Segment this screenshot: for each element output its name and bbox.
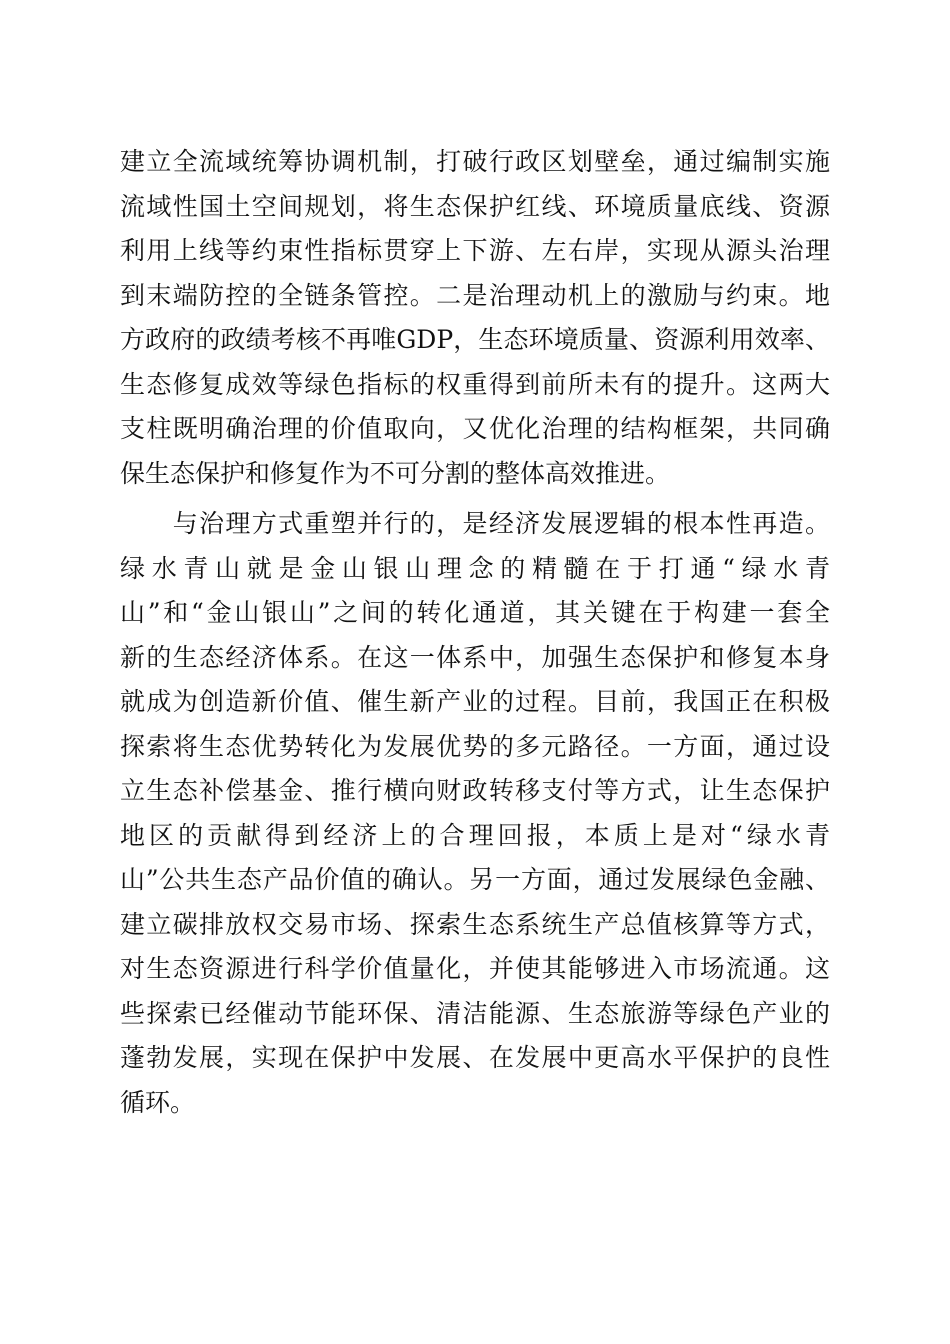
text-line: 些探索已经催动节能环保、清洁能源、生态旅游等绿色产业的	[120, 998, 830, 1028]
text-line: 新的生态经济体系。在这一体系中，加强生态保护和修复本身	[120, 642, 830, 672]
text-line: 与治理方式重塑并行的，是经济发展逻辑的根本性再造。	[120, 509, 830, 538]
text-line: 保生态保护和修复作为不可分割的整体高效推进。	[120, 458, 671, 488]
text-line: 就成为创造新价值、催生新产业的过程。目前，我国正在积极	[120, 687, 830, 716]
text-line: 蓬勃发展，实现在保护中发展、在发展中更高水平保护的良性	[120, 1043, 830, 1072]
text-line: 探索将生态优势转化为发展优势的多元路径。一方面，通过设	[120, 731, 830, 761]
text-line: 方政府的政绩考核不再唯GDP，生态环境质量、资源利用效率、	[120, 325, 830, 354]
text-line: 绿水青山就是金山银山理念的精髓在于打通“绿水青	[120, 553, 830, 583]
text-line: 山”公共生态产品价值的确认。另一方面，通过发展绿色金融、	[120, 865, 830, 894]
text-line: 支柱既明确治理的价值取向，又优化治理的结构框架，共同确	[120, 414, 830, 443]
body-text	[120, 140, 830, 1125]
text-line: 立生态补偿基金、推行横向财政转移支付等方式，让生态保护	[120, 776, 830, 805]
text-line: 流域性国土空间规划，将生态保护红线、环境质量底线、资源	[120, 191, 830, 221]
paragraph-2	[120, 502, 830, 1125]
text-line: 利用上线等约束性指标贯穿上下游、左右岸，实现从源头治理	[120, 236, 830, 265]
text-line: 建立碳排放权交易市场、探索生态系统生产总值核算等方式，	[120, 909, 830, 939]
text-line: 到末端防控的全链条管控。二是治理动机上的激励与约束。地	[120, 280, 830, 310]
paragraph-1	[120, 140, 830, 496]
text-line: 循环。	[120, 1087, 196, 1117]
text-line: 生态修复成效等绿色指标的权重得到前所未有的提升。这两大	[120, 369, 830, 399]
text-line: 建立全流域统筹协调机制，打破行政区划壁垒，通过编制实施	[120, 147, 830, 176]
text-line: 山”和“金山银山”之间的转化通道，其关键在于构建一套全	[120, 598, 830, 627]
text-line: 对生态资源进行科学价值量化，并使其能够进入市场流通。这	[120, 954, 830, 983]
text-line: 地区的贡献得到经济上的合理回报，本质上是对“绿水青	[120, 820, 830, 850]
